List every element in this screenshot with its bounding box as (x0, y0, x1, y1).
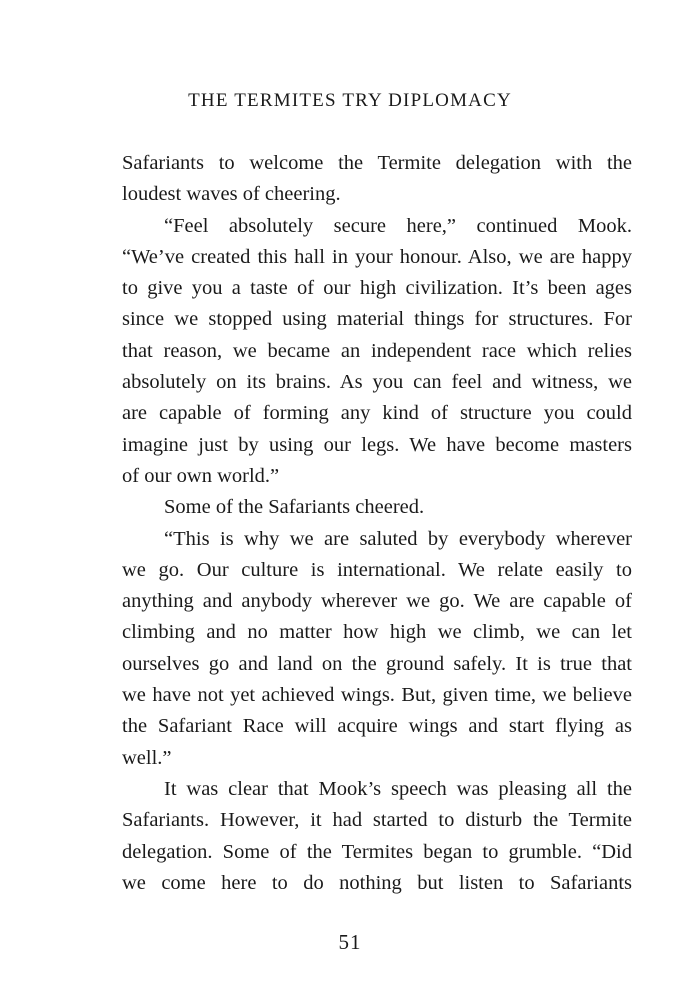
text-line: Some of the Safariants cheered. (164, 496, 425, 519)
text-line: Safariants. However, it had started to disturb the Termite (122, 809, 632, 832)
text-line: since we stopped using material things for structures. For (122, 308, 632, 331)
text-line: to give you a taste of our high civilization. It’s been ages (122, 277, 632, 300)
text-line: “We’ve created this hall in your honour. Also, we are happy (122, 245, 632, 268)
text-line: ourselves go and land on the ground safely. It is true that (122, 652, 632, 675)
text-line: we come here to do nothing but listen to Safariants (122, 871, 632, 894)
running-head: THE TERMITES TRY DIPLOMACY (188, 90, 512, 111)
text-line: of our own world.” (122, 464, 280, 487)
body-text (122, 148, 632, 899)
text-line: absolutely on its brains. As you can feel and witness, we (122, 371, 632, 394)
text-line: “This is why we are saluted by everybody wherever (164, 527, 632, 550)
text-line: the Safariant Race will acquire wings and start flying as (122, 715, 632, 738)
text-line: we have not yet achieved wings. But, given time, we believe (122, 684, 632, 707)
text-line: loudest waves of cheering. (122, 183, 341, 206)
page-number: 51 (338, 930, 362, 954)
text-line: we go. Our culture is international. We relate easily to (122, 558, 632, 581)
text-line: anything and anybody wherever we go. We are capable of (122, 590, 632, 613)
text-line: Safariants to welcome the Termite delegation with the (122, 152, 632, 174)
text-line: that reason, we became an independent race which relies (122, 339, 632, 362)
text-line: climbing and no matter how high we climb, we can let (122, 621, 632, 644)
text-line: well.” (122, 746, 172, 769)
text-line: are capable of forming any kind of structure you could (122, 402, 632, 425)
text-line: It was clear that Mook’s speech was pleasing all the (164, 777, 632, 800)
text-line: imagine just by using our legs. We have become masters (122, 433, 632, 456)
text-line: “Feel absolutely secure here,” continued Mook. (164, 214, 632, 237)
text-line: delegation. Some of the Termites began to grumble. “Did (122, 840, 632, 863)
